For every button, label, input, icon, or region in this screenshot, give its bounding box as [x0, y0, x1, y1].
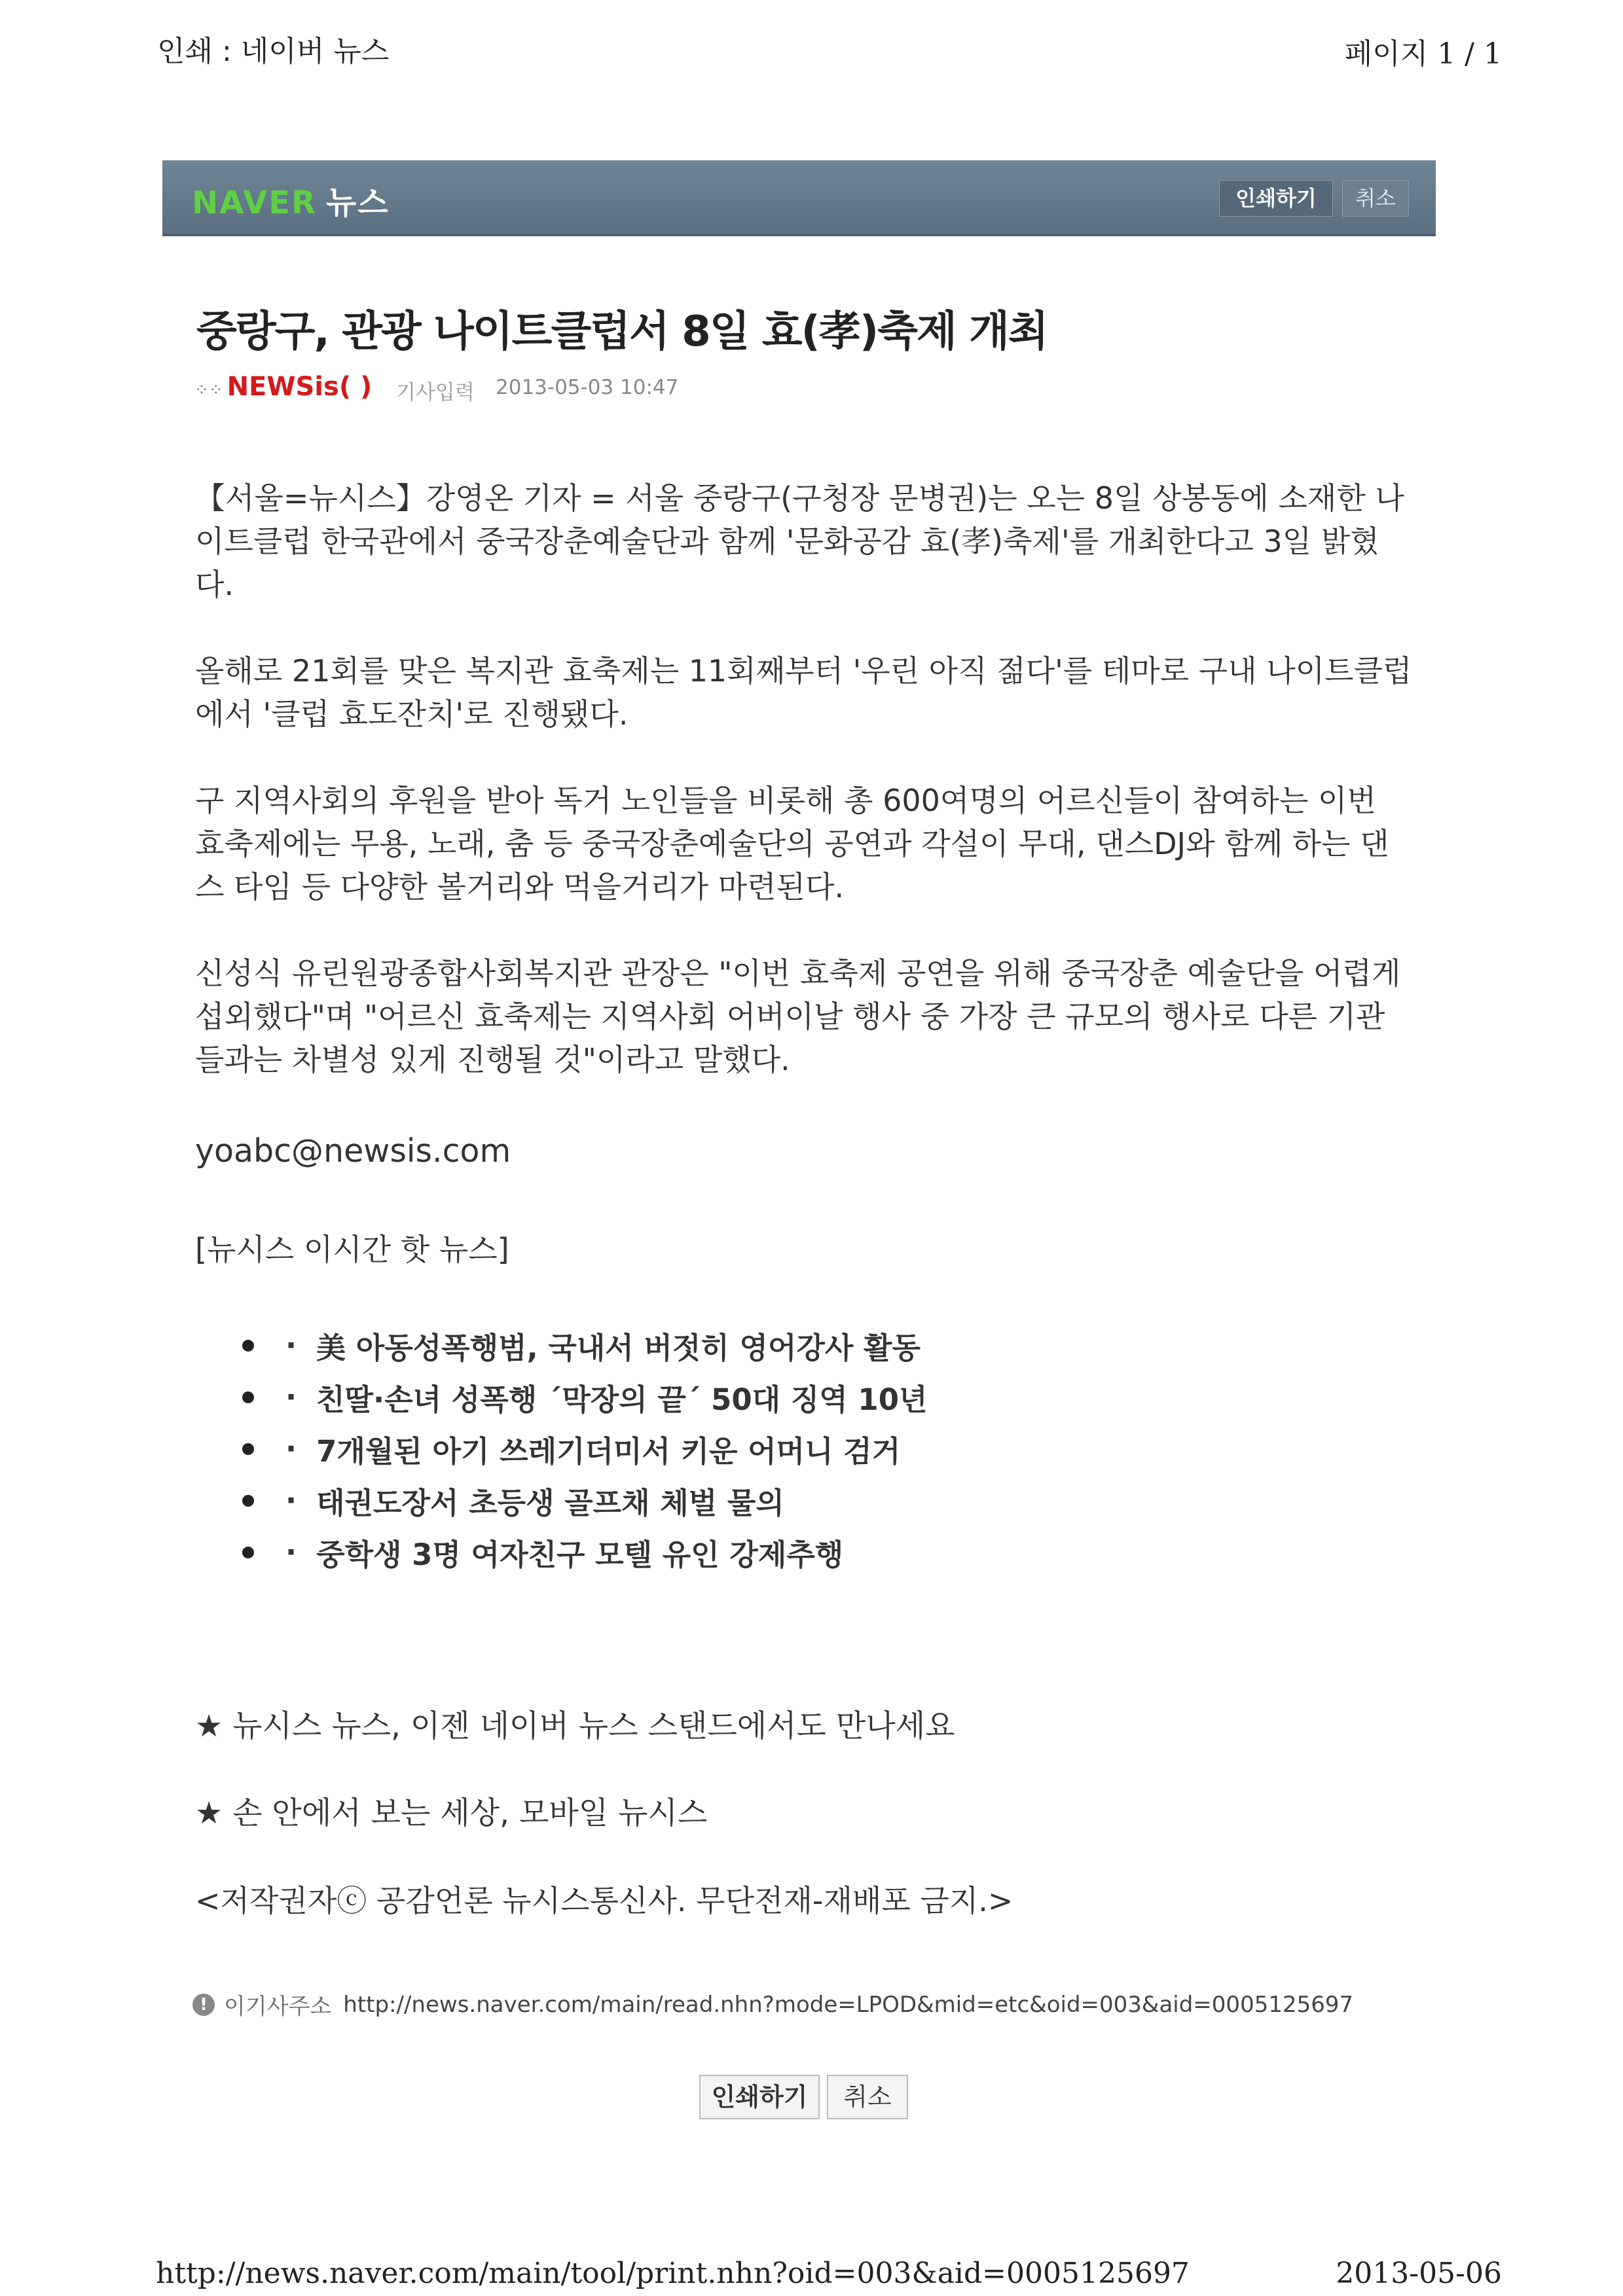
print-footer-date: 2013-05-06: [1336, 2257, 1502, 2290]
article-paragraph-3: 구 지역사회의 후원을 받아 독거 노인들을 비롯해 총 600여명의 어르신들이 참여하는 이번 효축제에는 무용, 노래, 춤 등 중국장춘예술단의 공연과 각설이 무대, 댄스DJ와 함께 하는 댄스 타임 등 다양한 볼거리와 먹을거리가 마련된다.: [195, 783, 1389, 905]
article-paragraph-2: 올해로 21회를 맞은 복지관 효축제는 11회째부터 '우린 아직 젊다'를 테마로 구내 나이트클럽에서 '클럽 효도잔치'로 진행됐다.: [195, 653, 1412, 732]
hot-news-item[interactable]: [242, 1371, 928, 1423]
print-footer-url: http://news.naver.com/main/tool/print.nhn?oid=003&aid=0005125697: [156, 2257, 1190, 2290]
print-button-bottom[interactable]: 인쇄하기: [699, 2075, 820, 2119]
hot-news-item[interactable]: [242, 1475, 928, 1526]
news-section-label: 뉴스: [325, 185, 390, 221]
bullet-icon: [242, 1391, 254, 1403]
hot-news-link[interactable]: 친딸·손녀 성폭행 ´막장의 끝´ 50대 징역 10년: [316, 1382, 928, 1417]
small-dot-icon: ·: [285, 1535, 297, 1570]
article-url-label: 이기사주소: [224, 1994, 332, 2020]
naver-news-header-bar: [162, 160, 1436, 236]
source-name: NEWSis( ): [227, 372, 373, 402]
bullet-icon: [242, 1340, 254, 1352]
hot-news-link[interactable]: 美 아동성폭행범, 국내서 버젓히 영어강사 활동: [316, 1331, 921, 1365]
hot-news-link[interactable]: 7개월된 아기 쓰레기더미서 키운 어머니 검거: [316, 1434, 901, 1469]
hot-news-item[interactable]: [242, 1423, 928, 1475]
article-paragraph-1: 【서울=뉴시스】강영온 기자 = 서울 중랑구(구청장 문병권)는 오는 8일 상봉동에 소재한 나이트클럽 한국관에서 중국장춘예술단과 함께 '문화공감 효(孝)축제'를 개최한다고 3일 밝혔다.: [195, 480, 1404, 602]
article-body: [195, 476, 1413, 1124]
promo-mobile-newsis[interactable]: ★ 손 안에서 보는 세상, 모바일 뉴시스: [195, 1795, 708, 1831]
small-dot-icon: ·: [285, 1431, 297, 1466]
naver-logo-text: NAVER: [192, 185, 317, 221]
print-header-page-number: 페이지 1 / 1: [1344, 37, 1502, 71]
bullet-icon: [242, 1443, 254, 1455]
hot-news-link[interactable]: 중학생 3명 여자친구 모텔 유인 강제추행: [316, 1537, 844, 1572]
newsis-logo-mark-icon: ⁘⁘: [194, 380, 223, 400]
article-url[interactable]: http://news.naver.com/main/read.nhn?mode=LPOD&mid=etc&oid=003&aid=0005125697: [343, 1991, 1354, 2018]
reporter-email[interactable]: yoabc@newsis.com: [195, 1132, 511, 1170]
article-date-label: 기사입력: [396, 381, 475, 404]
naver-news-logo[interactable]: [192, 177, 390, 223]
promo-naver-newsstand[interactable]: ★ 뉴시스 뉴스, 이젠 네이버 뉴스 스탠드에서도 만나세요: [195, 1708, 955, 1744]
cancel-button-bottom[interactable]: 취소: [827, 2075, 908, 2119]
hot-news-item[interactable]: [242, 1319, 928, 1371]
cancel-button-top[interactable]: 취소: [1342, 180, 1409, 217]
article-paragraph-4: 신성식 유린원광종합사회복지관 관장은 "이번 효축제 공연을 위해 중국장춘 예술단을 어렵게 섭외했다"며 "어르신 효축제는 지역사회 어버이날 행사 중 가장 큰 규모의 행사로 다른 기관들과는 차별성 있게 진행될 것"이라고 말했다.: [195, 956, 1401, 1077]
print-button-top[interactable]: 인쇄하기: [1219, 180, 1333, 217]
info-icon: !: [192, 1994, 215, 2016]
small-dot-icon: ·: [285, 1483, 297, 1518]
article-url-row: [192, 1988, 1353, 2020]
copyright-notice: <저작권자ⓒ 공감언론 뉴시스통신사. 무단전재-재배포 금지.>: [195, 1883, 1013, 1918]
article-date: 2013-05-03 10:47: [496, 376, 679, 399]
article-headline: 중랑구, 관광 나이트클럽서 8일 효(孝)축제 개최: [196, 308, 1048, 356]
print-header-title: 인쇄 : 네이버 뉴스: [157, 35, 390, 68]
hot-news-title: [뉴시스 이시간 핫 뉴스]: [195, 1232, 509, 1267]
small-dot-icon: ·: [285, 1380, 297, 1414]
newsis-source-logo: [194, 372, 372, 402]
bullet-icon: [242, 1495, 254, 1507]
small-dot-icon: ·: [285, 1328, 297, 1363]
bullet-icon: [242, 1547, 254, 1558]
hot-news-list: [242, 1319, 928, 1578]
hot-news-item[interactable]: [242, 1526, 928, 1578]
hot-news-link[interactable]: 태권도장서 초등생 골프채 체벌 물의: [316, 1486, 784, 1520]
